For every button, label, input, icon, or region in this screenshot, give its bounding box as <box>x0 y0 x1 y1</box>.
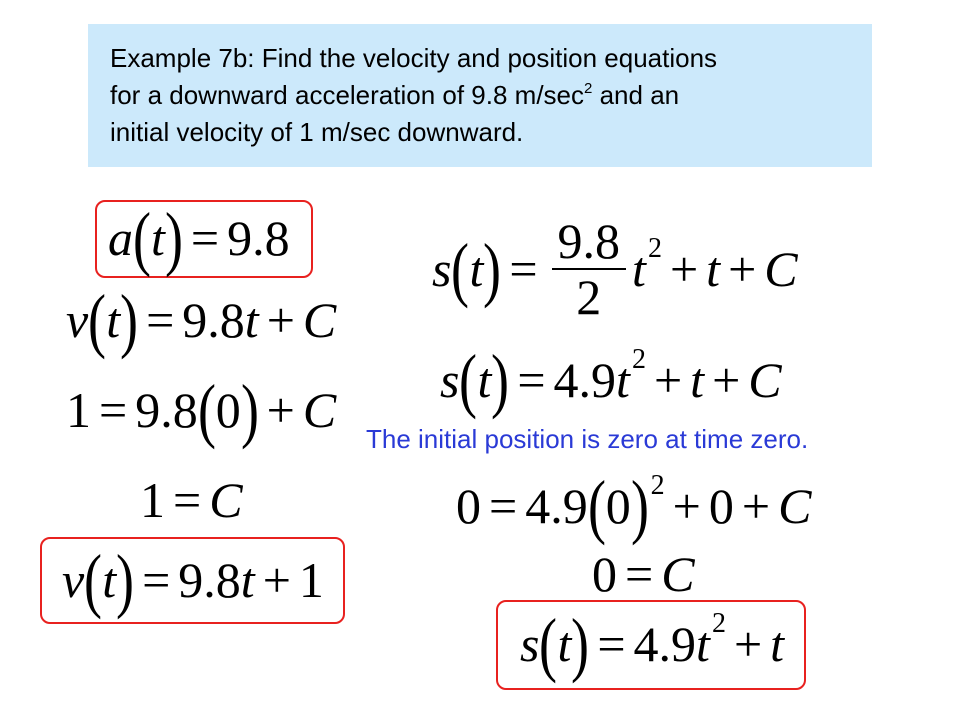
equals-sign: = <box>146 292 175 348</box>
title-line-2-sup: 2 <box>584 80 593 97</box>
eq-init-arg: 0 <box>215 382 241 438</box>
eq-zs-lhs: 0 <box>456 478 481 534</box>
paren-open: ( <box>84 540 103 620</box>
paren-close: ) <box>116 540 135 620</box>
paren-open: ( <box>459 340 478 420</box>
plus-sign: + <box>262 552 291 608</box>
eq-ss-t2: t <box>616 352 630 408</box>
equals-sign: = <box>489 478 518 534</box>
eq-sfin-lhs: s <box>520 616 540 672</box>
paren-close: ) <box>240 370 259 450</box>
eq-cz-lhs: 0 <box>592 546 617 602</box>
initial-condition-equation <box>66 370 337 450</box>
eq-v-var: t <box>106 292 121 348</box>
example-title-box <box>88 24 872 167</box>
fraction-denominator: 2 <box>576 269 602 325</box>
equals-sign: = <box>597 616 626 672</box>
eq-zs-zero: 0 <box>708 478 734 534</box>
eq-c-lhs: 1 <box>140 472 165 528</box>
eq-cz-rhs: C <box>661 546 695 602</box>
paren-close: ) <box>491 340 510 420</box>
eq-sfin-t2: t <box>696 616 710 672</box>
eq-zs-coef: 4.9 <box>525 478 588 534</box>
eq-ss-t1: t <box>690 352 705 408</box>
velocity-general-equation <box>66 280 337 360</box>
eq-sfin-exp: 2 <box>711 608 726 639</box>
title-line-2 <box>110 77 852 114</box>
eq-init-lhs: 1 <box>66 382 91 438</box>
equals-sign: = <box>99 382 128 438</box>
eq-vf-lhs: v <box>62 552 85 608</box>
plus-sign: + <box>669 241 699 297</box>
eq-ss-const: C <box>748 352 782 408</box>
paren-open: ( <box>132 198 151 278</box>
eq-zs-exp: 2 <box>650 470 665 501</box>
title-line-3: initial velocity of 1 m/sec downward. <box>110 117 524 147</box>
equals-sign: = <box>190 210 220 266</box>
eq-vf-const: 1 <box>298 552 324 608</box>
paren-open: ( <box>451 229 470 309</box>
example-title-text <box>110 40 852 151</box>
eq-ss-coef: 4.9 <box>553 352 617 408</box>
paren-close: ) <box>120 280 139 360</box>
plus-sign: + <box>733 616 763 672</box>
eq-init-coef: 9.8 <box>135 382 198 438</box>
eq-v-const: C <box>302 292 337 348</box>
position-final-equation <box>520 604 785 684</box>
eq-a-lhs: a <box>108 210 133 266</box>
title-line-2-pre: for a downward acceleration of 9.8 m/sec <box>110 80 585 110</box>
eq-sf-lhs: s <box>432 241 452 297</box>
eq-vf-t: t <box>240 552 255 608</box>
eq-zs-arg: 0 <box>605 478 631 534</box>
paren-close: ) <box>164 198 183 278</box>
eq-ss-var: t <box>477 352 492 408</box>
eq-sf-t2: t <box>632 241 646 297</box>
zero-substitution-equation <box>456 466 812 546</box>
eq-c-rhs: C <box>209 472 243 528</box>
c-zero-equation <box>592 544 695 604</box>
eq-ss-exp: 2 <box>631 344 646 375</box>
equals-sign: = <box>509 241 538 297</box>
paren-open: ( <box>539 604 558 684</box>
position-simplified-equation <box>440 340 782 420</box>
equals-sign: = <box>517 352 546 408</box>
title-line-1: Example 7b: Find the velocity and position equations <box>110 43 718 73</box>
eq-vf-coef: 9.8 <box>178 552 241 608</box>
plus-sign: + <box>672 478 701 534</box>
c-value-equation <box>140 470 243 530</box>
eq-sf-var: t <box>469 241 484 297</box>
eq-v-t: t <box>244 292 259 348</box>
eq-sfin-coef: 4.9 <box>633 616 697 672</box>
plus-sign: + <box>266 292 295 348</box>
equals-sign: = <box>142 552 171 608</box>
paren-open: ( <box>587 466 606 546</box>
eq-sfin-t1: t <box>770 616 785 672</box>
paren-close: ) <box>483 229 502 309</box>
eq-sf-const: C <box>764 241 798 297</box>
eq-sf-t1: t <box>706 241 721 297</box>
equals-sign: = <box>625 546 654 602</box>
eq-ss-lhs: s <box>440 352 460 408</box>
eq-vf-var: t <box>102 552 117 608</box>
paren-close: ) <box>571 604 590 684</box>
plus-sign: + <box>741 478 771 534</box>
eq-a-var: t <box>150 210 165 266</box>
position-fraction-equation <box>432 214 798 324</box>
paren-open: ( <box>88 280 107 360</box>
initial-position-note: The initial position is zero at time zero. <box>366 424 809 454</box>
acceleration-equation <box>108 198 290 278</box>
eq-sfin-var: t <box>557 616 572 672</box>
plus-sign: + <box>266 382 295 438</box>
paren-open: ( <box>197 370 216 450</box>
fraction <box>552 214 627 324</box>
eq-zs-const: C <box>778 478 812 534</box>
eq-v-lhs: v <box>66 292 89 348</box>
plus-sign: + <box>653 352 683 408</box>
plus-sign: + <box>728 241 757 297</box>
velocity-final-equation <box>62 540 324 620</box>
title-line-2-post: and an <box>592 80 680 110</box>
paren-close: ) <box>630 466 649 546</box>
fraction-numerator: 9.8 <box>557 213 621 269</box>
eq-v-coef: 9.8 <box>182 292 245 348</box>
eq-a-rhs: 9.8 <box>227 210 290 266</box>
eq-sf-exp: 2 <box>647 233 662 264</box>
eq-init-const: C <box>302 382 337 438</box>
plus-sign: + <box>712 352 741 408</box>
equals-sign: = <box>173 472 202 528</box>
